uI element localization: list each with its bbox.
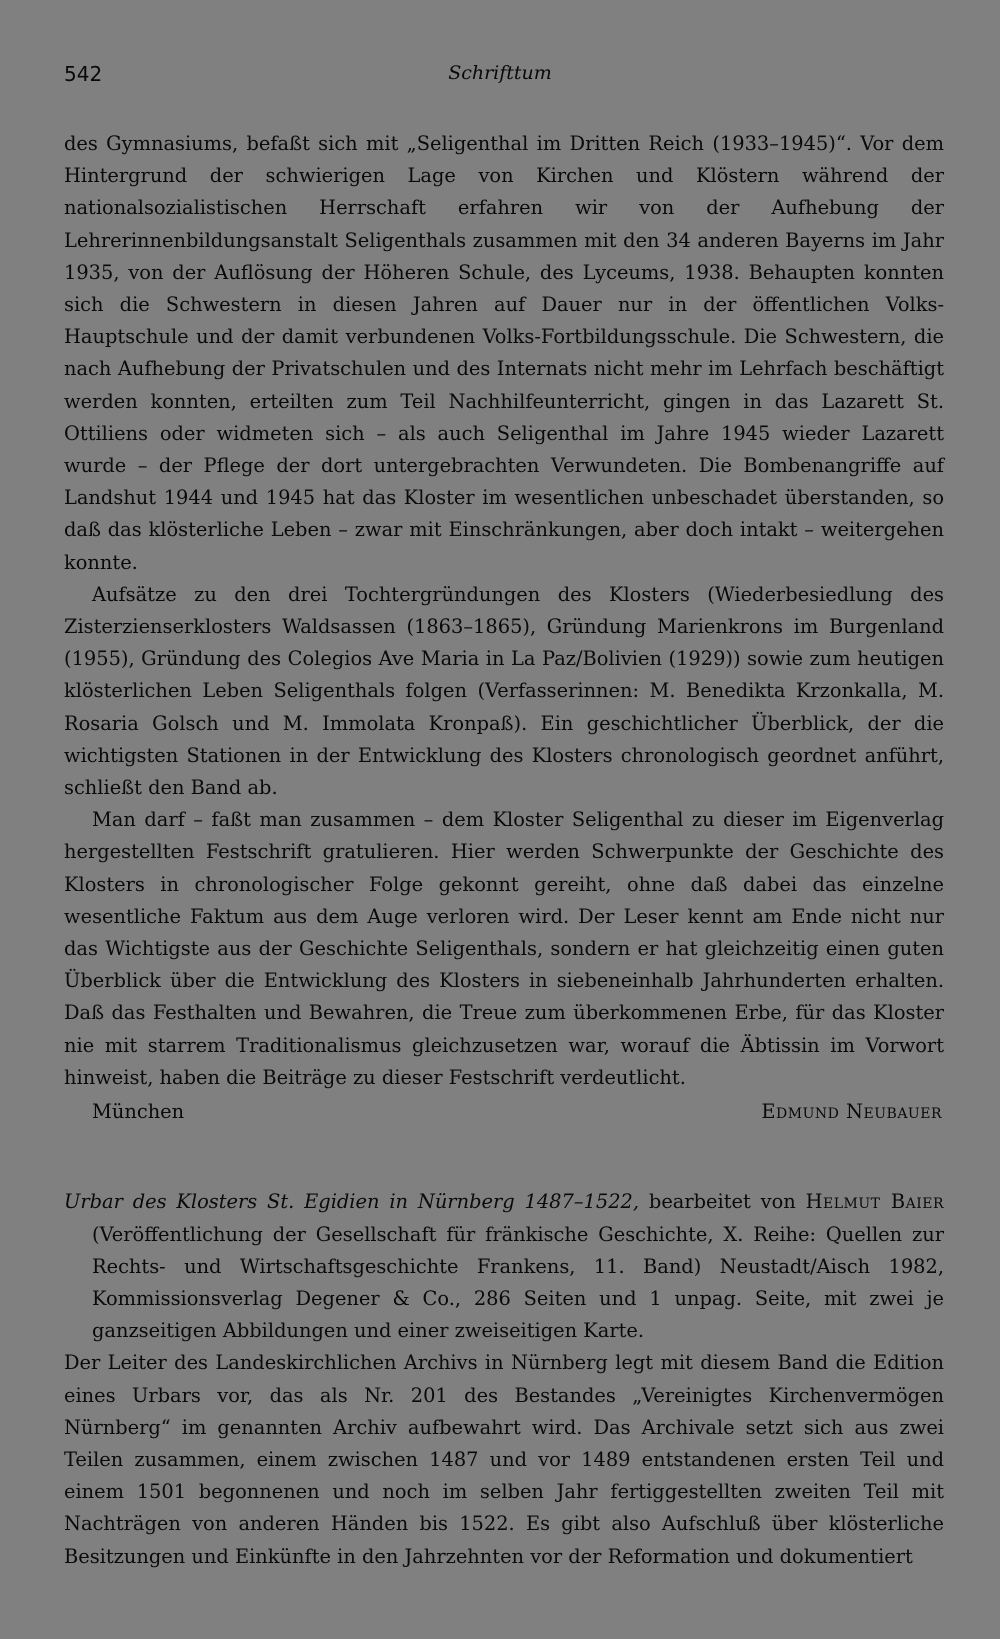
editor-name: Helmut Baier [805, 1190, 945, 1214]
signature-author: Edmund Neubauer [761, 1100, 942, 1124]
running-head: Schrifttum [448, 62, 552, 84]
signature-place: München [92, 1100, 185, 1124]
page-header [64, 62, 936, 92]
review1-signature [64, 1096, 944, 1128]
review-neubauer [64, 128, 944, 1128]
review2-paragraph-1: Der Leiter des Landeskirchlichen Archivs in Nürnberg legt mit diesem Band die Edition eines Urbars vor, das als Nr. 201 des Bestandes „Vereinigtes Kirchenvermögen Nürnberg“ im genannten Archiv aufbewahrt wird. Das Archivale setzt sich aus zwei Teilen zusammen, einem zwischen 1487 und vor 1489 entstandenen ersten Teil und einem 1501 begonnenen und noch im selben Jahr fertiggestellten zweiten Teil mit Nachträgen von anderen Händen bis 1522. Es gibt also Aufschluß über klösterliche Besitzungen und Einkünfte in den Jahrzehnten vor der Reformation und dokumentiert [64, 1351, 944, 1568]
page-body [64, 128, 944, 1573]
publication-details: (Veröffentlichung der Gesellschaft für fränkische Geschichte, X. Reihe: Quellen zur Rechts- und Wirtschaftsgeschichte Frankens, 11. Band) Neustadt/Aisch 1982, Kommissionsverlag Degener & Co., 286 Seiten und 1 unpag. Seite, mit zwei je ganzseitigen Abbildungen und einer zweiseitigen Karte. [92, 1222, 944, 1343]
review2-bibliographic-header [64, 1186, 944, 1347]
review1-paragraph-1: des Gymnasiums, befaßt sich mit „Seligenthal im Dritten Reich (1933–1945)“. Vor dem Hintergrund der schwierigen Lage von Kirchen und Klöstern während der nationalsozialistischen Herrschaft erfahren wir von der Aufhebung der Lehrerinnenbildungsanstalt Seligenthals zusammen mit den 34 anderen Bayerns im Jahr 1935, von der Auflösung der Höheren Schule, des Lyceums, 1938. Behaupten konnten sich die Schwestern in diesen Jahren auf Dauer nur in der öffentlichen Volks-Hauptschule und der damit verbundenen Volks-Fortbildungsschule. Die Schwestern, die nach Aufhebung der Privatschulen und des Internats nicht mehr im Lehrfach beschäftigt werden konnten, erteilten zum Teil Nachhilfeunterricht, gingen in das Lazarett St. Ottiliens oder widmeten sich – als auch Seligenthal im Jahre 1945 wieder Lazarett wurde – der Pflege der dort untergebrachten Verwundeten. Die Bombenangriffe auf Landshut 1944 und 1945 hat das Kloster im wesentlichen unbeschadet überstanden, so daß das klösterliche Leben – zwar mit Einschränkungen, aber doch intakt – weitergehen konnte. [64, 132, 944, 574]
book-title: Urbar des Klosters St. Egidien in Nürnberg 1487–1522, [64, 1190, 640, 1214]
page-number: 542 [64, 62, 103, 86]
review-baier [64, 1186, 944, 1572]
review1-paragraph-2: Aufsätze zu den drei Tochtergründungen des Klosters (Wiederbesiedlung des Zisterzienserklosters Waldsassen (1863–1865), Gründung Marienkrons im Burgenland (1955), Gründung des Colegios Ave Maria in La Paz/Bolivien (1929)) sowie zum heutigen klösterlichen Leben Seligenthals folgen (Verfasserinnen: M. Benedikta Krzonkalla, M. Rosaria Golsch und M. Immolata Kronpaß). Ein geschichtlicher Überblick, der die wichtigsten Stationen in der Entwicklung des Klosters chronologisch geordnet anführt, schließt den Band ab. [64, 582, 944, 800]
edited-by-label: bearbeitet von [648, 1190, 796, 1214]
review1-paragraph-3: Man darf – faßt man zusammen – dem Kloster Seligenthal zu dieser im Eigenverlag hergestellten Festschrift gratulieren. Hier werden Schwerpunkte der Geschichte des Klosters in chronologischer Folge gekonnt gereiht, ohne daß dabei das einzelne wesentliche Faktum aus dem Auge verloren wird. Der Leser kennt am Ende nicht nur das Wichtigste aus der Geschichte Seligenthals, sondern er hat gleichzeitig einen guten Überblick über die Entwicklung des Klosters in siebeneinhalb Jahrhunderten erhalten. Daß das Festhalten und Bewahren, die Treue zum überkommenen Erbe, für das Kloster nie mit starrem Traditionalismus gleichzusetzen war, worauf die Äbtissin im Vorwort hinweist, haben die Beiträge zu dieser Festschrift verdeutlicht. [64, 808, 944, 1089]
